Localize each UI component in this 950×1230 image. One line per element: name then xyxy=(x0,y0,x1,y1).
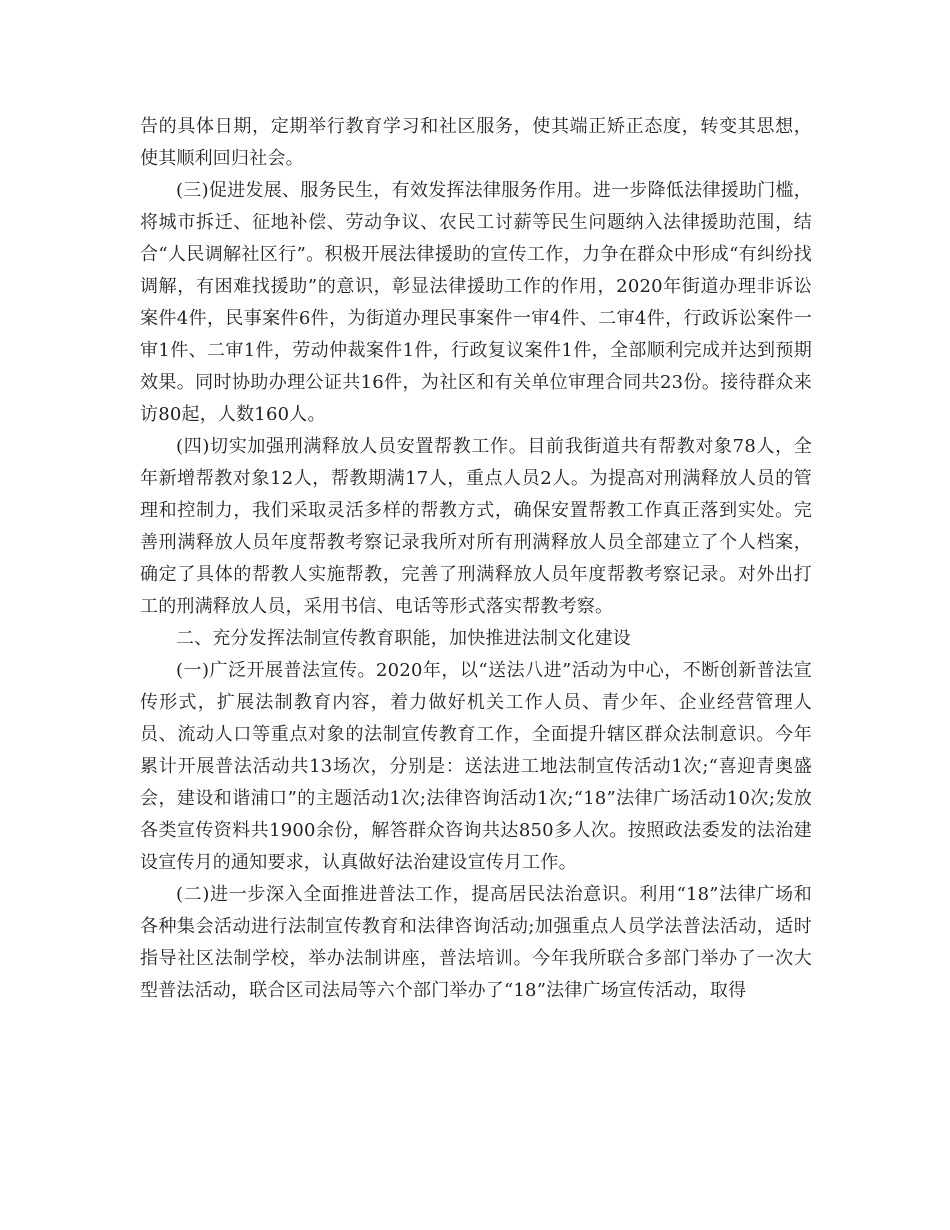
paragraph-released-persons: (四)切实加强刑满释放人员安置帮教工作。目前我街道共有帮教对象78人，全年新增帮教对象12人，帮教期满17人，重点人员2人。为提高对刑满释放人员的管理和控制力，我们采取灵活多样的帮教方式，确保安置帮教工作真正落到实处。完善刑满释放人员年度帮教考察记录我所对所有刑满释放人员全部建立了个人档案，确定了具体的帮教人实施帮教，完善了刑满释放人员年度帮教考察记录。对外出打工的刑满释放人员，采用书信、电话等形式落实帮教考察。 xyxy=(140,436,812,617)
paragraph-legal-services: (三)促进发展、服务民生，有效发挥法律服务作用。进一步降低法律援助门槛，将城市拆迁、征地补偿、劳动争议、农民工讨薪等民生问题纳入法律援助范围，结合“人民调解社区行”。积极开展法律援助的宣传工作，力争在群众中形成“有纠纷找调解，有困难找援助”的意识，彰显法律援助工作的作用，2020年街道办理非诉讼案件4件，民事案件6件，为街道办理民事案件一审4件、二审4件，行政诉讼案件一审1件、二审1件，劳动仲裁案件1件，行政复议案件1件，全部顺利完成并达到预期效果。同时协助办理公证共16件，为社区和有关单位审理合同共23份。接待群众来访80起，人数160人。 xyxy=(140,180,812,425)
paragraph-law-publicity: (一)广泛开展普法宣传。2020年，以“送法八进”活动为中心，不断创新普法宣传形式，扩展法制教育内容，着力做好机关工作人员、青少年、企业经营管理人员、流动人口等重点对象的法制宣传教育工作，全面提升辖区群众法制意识。今年累计开展普法活动共13场次，分别是：送法进工地法制宣传活动1次;“喜迎青奥盛会，建设和谐浦口”的主题活动1次;法律咨询活动1次;“18”法律广场活动10次;发放各类宣传资料共1900余份，解答群众咨询共达850多人次。按照政法委发的法治建设宣传月的通知要求，认真做好法治建设宣传月工作。 xyxy=(140,660,812,873)
section-heading-legal-education: 二、充分发挥法制宣传教育职能，加快推进法制文化建设 xyxy=(176,628,631,649)
paragraph-promote-law-awareness: (二)进一步深入全面推进普法工作，提高居民法治意识。利用“18”法律广场和各种集会活动进行法制宣传教育和法律咨询活动;加强重点人员学法普法活动，适时指导社区法制学校，举办法制讲座，普法培训。今年我所联合多部门举办了一次大型普法活动，联合区司法局等六个部门举办了“18”法律广场宣传活动，取得 xyxy=(140,884,812,1001)
document-body xyxy=(140,111,812,1007)
paragraph-continuation: 告的具体日期，定期举行教育学习和社区服务，使其端正矫正态度，转变其思想，使其顺利回归社会。 xyxy=(140,116,812,169)
